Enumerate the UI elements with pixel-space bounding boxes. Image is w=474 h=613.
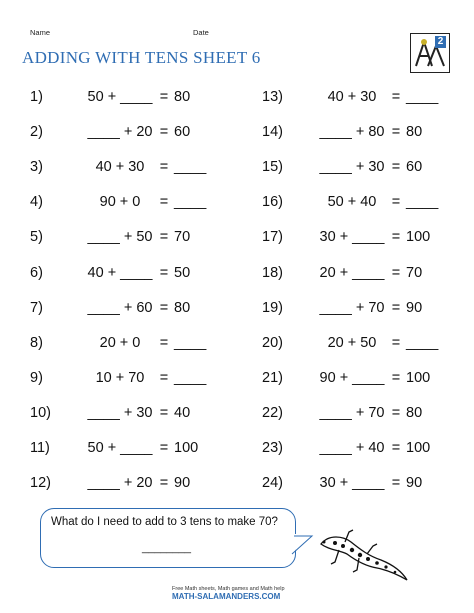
problem-number: 5) <box>30 229 43 246</box>
problem-answer: 80 <box>174 89 191 105</box>
problem-number: 11) <box>30 440 50 456</box>
problem-answer[interactable]: ____ <box>174 159 207 176</box>
footer-brand: MATH-SALAMANDERS.COM <box>172 592 281 601</box>
speech-tail-icon <box>286 534 316 558</box>
name-label: Name <box>30 28 51 37</box>
equals-sign: = <box>159 194 169 211</box>
problem-number: 6) <box>30 264 43 281</box>
grade-badge: 2 <box>435 36 446 48</box>
problem-expression: 40 + 30 <box>95 159 145 176</box>
equals-sign: = <box>159 89 169 105</box>
equals-sign: = <box>159 334 169 351</box>
salamander-icon <box>315 524 410 584</box>
date-label: Date <box>193 28 209 37</box>
equals-sign: = <box>159 264 169 281</box>
problem-answer: 70 <box>174 229 191 246</box>
problem-answer: 50 <box>174 264 191 281</box>
problem-number: 16) <box>262 194 283 211</box>
equals-sign: = <box>391 159 401 176</box>
problem-number: 1) <box>30 89 43 105</box>
problem-answer: 80 <box>406 404 423 421</box>
equals-sign: = <box>391 440 401 456</box>
problem-number: 18) <box>262 264 283 281</box>
problem-number: 13) <box>262 89 283 105</box>
problem-expression[interactable]: ____ + 40 <box>319 440 385 456</box>
problem-number: 3) <box>30 159 43 176</box>
problem-expression: 40 + 30 <box>327 89 377 105</box>
problem-answer: 90 <box>174 475 191 492</box>
equals-sign: = <box>391 229 401 246</box>
problem-expression[interactable]: 20 + ____ <box>319 264 385 281</box>
problem-number: 20) <box>262 334 283 351</box>
problem-expression[interactable]: 50 + ____ <box>87 440 153 456</box>
problem-expression: 20 + 0 <box>99 334 141 351</box>
problem-expression: 90 + 0 <box>99 194 141 211</box>
problem-number: 14) <box>262 124 283 141</box>
problem-answer: 100 <box>406 229 431 246</box>
equals-sign: = <box>391 194 401 211</box>
problem-answer: 100 <box>406 440 431 456</box>
problem-expression[interactable]: 30 + ____ <box>319 229 385 246</box>
problem-expression[interactable]: 50 + ____ <box>87 89 153 105</box>
page-title: ADDING WITH TENS SHEET 6 <box>22 48 261 67</box>
problem-answer[interactable]: ____ <box>406 334 439 351</box>
problem-number: 15) <box>262 159 283 176</box>
problem-answer: 40 <box>174 404 191 421</box>
problem-answer: 90 <box>406 299 423 316</box>
equals-sign: = <box>159 475 169 492</box>
problem-answer[interactable]: ____ <box>406 194 439 211</box>
equals-sign: = <box>159 229 169 246</box>
equals-sign: = <box>391 369 401 386</box>
problem-expression[interactable]: ____ + 50 <box>87 229 153 246</box>
equals-sign: = <box>159 299 169 316</box>
problem-answer: 80 <box>406 124 423 141</box>
salamander-logo <box>410 33 450 73</box>
equals-sign: = <box>391 124 401 141</box>
problem-answer: 90 <box>406 475 423 492</box>
problem-expression[interactable]: 40 + ____ <box>87 264 153 281</box>
equals-sign: = <box>391 475 401 492</box>
problem-number: 19) <box>262 299 283 316</box>
problem-answer[interactable]: ____ <box>174 369 207 386</box>
problem-answer: 60 <box>406 159 423 176</box>
question-text: What do I need to add to 3 tens to make 70? <box>51 516 278 528</box>
equals-sign: = <box>391 334 401 351</box>
problem-answer[interactable]: ____ <box>174 334 207 351</box>
problem-answer: 100 <box>406 369 431 386</box>
problem-number: 8) <box>30 334 43 351</box>
problem-expression[interactable]: 90 + ____ <box>319 369 385 386</box>
problem-expression[interactable]: ____ + 80 <box>319 124 385 141</box>
problem-number: 21) <box>262 369 283 386</box>
problem-number: 10) <box>30 404 51 421</box>
equals-sign: = <box>391 299 401 316</box>
problem-answer[interactable]: ____ <box>174 194 207 211</box>
equals-sign: = <box>159 440 169 456</box>
problem-expression[interactable]: ____ + 20 <box>87 475 153 492</box>
problem-answer: 100 <box>174 440 199 456</box>
problem-number: 17) <box>262 229 283 246</box>
equals-sign: = <box>159 124 169 141</box>
problem-answer: 60 <box>174 124 191 141</box>
problem-number: 9) <box>30 369 43 386</box>
equals-sign: = <box>159 369 169 386</box>
problem-number: 4) <box>30 194 43 211</box>
equals-sign: = <box>159 159 169 176</box>
footer-tagline: Free Math sheets, Math games and Math help <box>172 586 285 592</box>
problem-expression[interactable]: 30 + ____ <box>319 475 385 492</box>
equals-sign: = <box>391 264 401 281</box>
problem-number: 2) <box>30 124 43 141</box>
problem-expression[interactable]: ____ + 30 <box>319 159 385 176</box>
problem-number: 22) <box>262 404 283 421</box>
problem-number: 12) <box>30 475 51 492</box>
equals-sign: = <box>159 404 169 421</box>
question-answer-blank[interactable]: ________ <box>142 542 191 554</box>
footer <box>172 586 285 600</box>
problem-expression[interactable]: ____ + 70 <box>319 404 385 421</box>
problem-answer: 70 <box>406 264 423 281</box>
problem-number: 7) <box>30 299 43 316</box>
problem-answer: 80 <box>174 299 191 316</box>
problem-expression[interactable]: ____ + 20 <box>87 124 153 141</box>
problem-answer[interactable]: ____ <box>406 89 439 105</box>
problem-number: 23) <box>262 440 283 456</box>
problem-expression[interactable]: ____ + 60 <box>87 299 153 316</box>
problem-expression: 20 + 50 <box>327 334 377 351</box>
equals-sign: = <box>391 89 401 105</box>
question-box <box>40 508 296 568</box>
problem-expression: 50 + 40 <box>327 194 377 211</box>
problem-expression: 10 + 70 <box>95 369 145 386</box>
problem-number: 24) <box>262 475 283 492</box>
equals-sign: = <box>391 404 401 421</box>
problem-expression[interactable]: ____ + 30 <box>87 404 153 421</box>
problem-expression[interactable]: ____ + 70 <box>319 299 385 316</box>
